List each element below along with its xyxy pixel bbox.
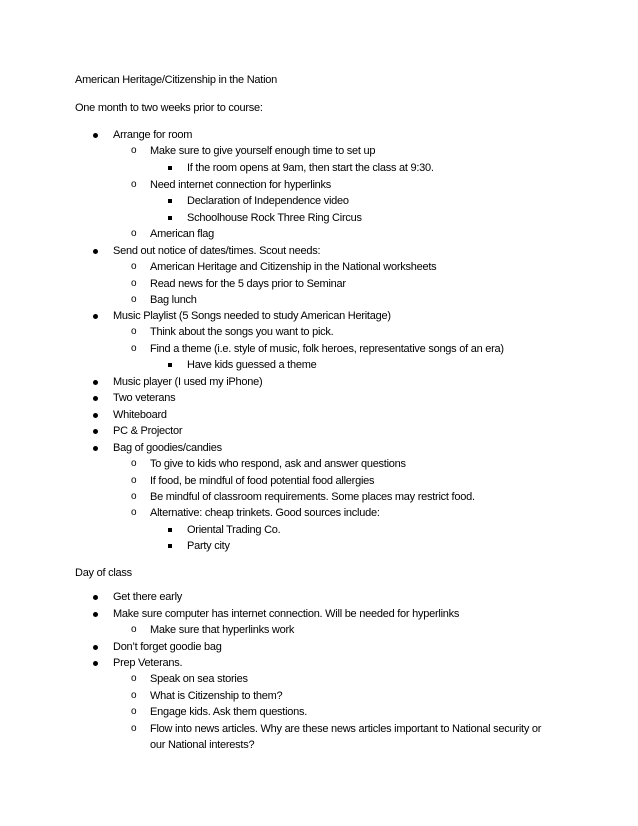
document-page: American Heritage/Citizenship in the Nation One month to two weeks prior to course: Arrange for room o Make sure to give yourself enough time to set up If the room opens at 9am, then start the class at 9:30. o Need internet connection for hyperlinks Declaration of Independence video Schoolhouse Rock Three Ring Circus o American flag Send out notice of dates/times. Scout needs: o American Heritage and Citizenship in the National worksheets o Read news for the 5 days prior to Seminar o Bag lunch Music Playlist (5 Songs needed to study American Heritage) o Think about the songs you want to pick. o Find a theme (i.e. style of music, folk heroes, representative songs of an era) Have kids guessed a theme Music player (I used my iPhone) Two veterans Whiteboard PC & Projector Bag of goodies/candies o To give to kids who respond, ask and answer questions o If food, be mindful of food potential food allergies o Be mindful of classroom requirements. Some places may restrict food. o Alternative: cheap trinkets. Good sources include: Oriental Trading Co. Party city Day of class Get there early Make sure computer has internet connection. Will be needed for hyperlinks o Make sure that hyperlinks work Don’t forget goodie bag Prep Veterans. o Speak on sea stories o What is Citizenship to them? o Engage kids. Ask them questions. o Flow into news articles. Why are these news articles important to National security or our National interests?	[75, 74, 542, 751]
square-bullet-icon	[168, 528, 172, 532]
square-bullet-icon	[168, 199, 172, 203]
bullet-icon	[93, 314, 98, 319]
bullet-icon	[93, 595, 98, 600]
section-heading-day-of-class: Day of class	[75, 567, 132, 579]
bullet-icon	[93, 380, 98, 385]
square-bullet-icon	[168, 363, 172, 367]
bullet-icon	[93, 612, 98, 617]
bullet-icon	[93, 249, 98, 254]
bullet-icon	[93, 396, 98, 401]
bullet-icon	[93, 133, 98, 138]
bullet-icon	[93, 413, 98, 418]
document-title: American Heritage/Citizenship in the Nation	[75, 74, 278, 86]
square-bullet-icon	[168, 166, 172, 170]
square-bullet-icon	[168, 544, 172, 548]
square-bullet-icon	[168, 216, 172, 220]
bullet-icon	[93, 661, 98, 666]
section-heading-prior: One month to two weeks prior to course:	[75, 102, 263, 114]
bullet-icon	[93, 446, 98, 451]
bullet-icon	[93, 429, 98, 434]
bullet-icon	[93, 645, 98, 650]
